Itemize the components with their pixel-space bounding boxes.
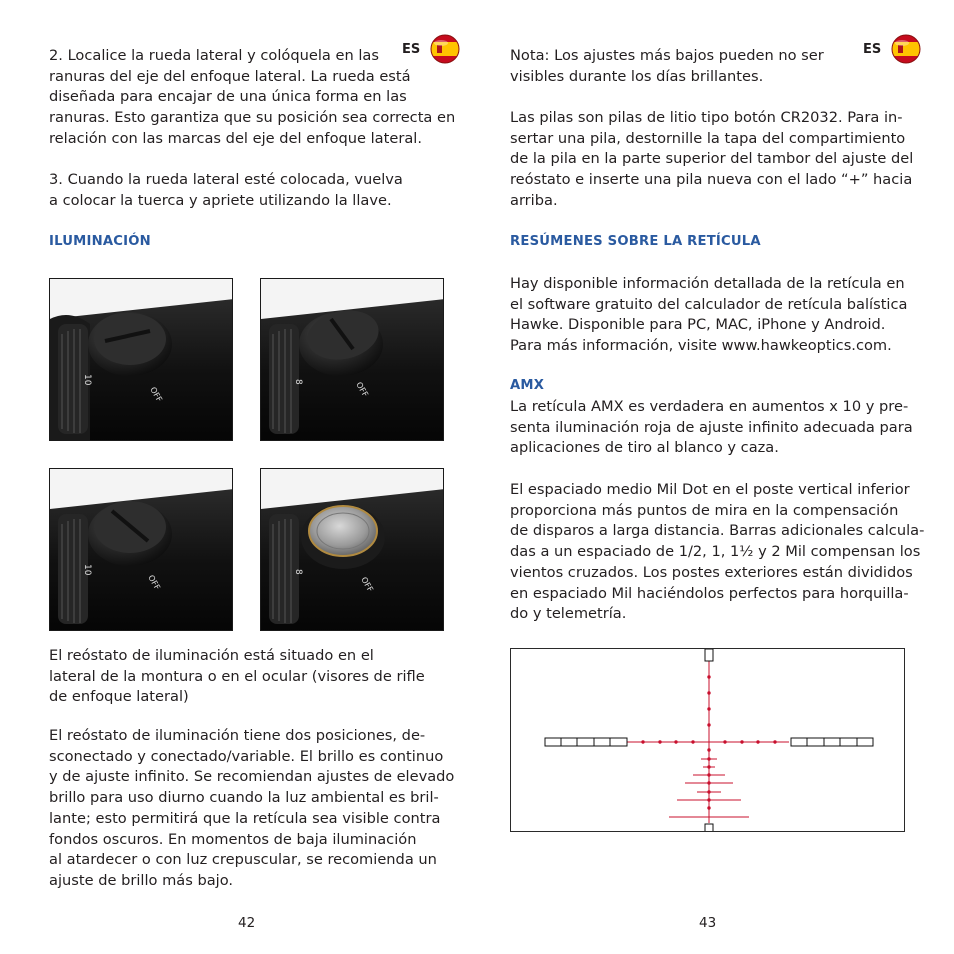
left-paragraph-1: 2. Localice la rueda lateral y colóquela en las ranuras del eje del enfoque lateral. La rueda está diseñada para encajar de una única forma en las ranuras. Esto garantiza que su posición sea correcta en relación con las marcas del eje del enfoque lateral. [49,47,456,147]
left-paragraph-2: 3. Cuando la rueda lateral esté colocada, vuelva a colocar la tuerca y apriete utilizando la llave. [49,171,403,209]
right-paragraph-3: Hay disponible información detallada de la retícula en el software gratuito del calculador de retícula balística Hawke. Disponible para PC, MAC, iPhone y Android. Para más información, visite www.hawkeoptics.com. [510,275,908,355]
svg-text:10: 10 [82,374,92,386]
section-heading-amx: AMX [510,378,545,393]
left-paragraph-4: El reóstato de iluminación tiene dos posiciones, de- sconectado y conectado/variable. El brillo es continuo y de ajuste infinito. Se recomiendan ajustes de elevado brillo para uso diurno cuando la luz ambiental es bril- lante; esto permitirá que la retícula sea visible contra fondos oscuros. En momentos de baja iluminación al atardecer o con luz crepuscular, se recomienda un ajuste de brillo más bajo. [49,727,455,889]
right-paragraph-4: La retícula AMX es verdadera en aumentos x 10 y pre- senta iluminación roja de ajuste infinito adecuada para aplicaciones de tiro al blanco y caza. [510,398,913,457]
right-paragraph-1: Nota: Los ajustes más bajos pueden no ser visibles durante los días brillantes. [510,47,824,85]
page-number-right: 43 [699,915,717,931]
section-heading-illumination: ILUMINACIÓN [49,234,151,249]
svg-text:8: 8 [293,379,303,385]
svg-text:OFF: OFF [359,575,375,594]
amx-reticle-diagram [510,648,905,832]
right-paragraph-2: Las pilas son pilas de litio tipo botón CR2032. Para in- sertar una pila, destornille la tapa del compartimiento de la pila en la parte superior del tambor del ajuste del reóstato e inserte una pila nueva con el lado “+” hacia arriba. [510,109,914,209]
svg-text:8: 8 [293,569,303,575]
spain-flag-icon [430,34,460,64]
rheostat-photo [260,278,444,441]
rheostat-photo [49,278,233,441]
rheostat-photo [260,468,444,631]
rheostat-photo [49,468,233,631]
svg-text:OFF: OFF [148,385,164,404]
page-number-left: 42 [238,915,256,931]
language-label: ES [863,42,882,57]
right-paragraph-5: El espaciado medio Mil Dot en el poste vertical inferior proporciona más puntos de mira en la compensación de disparos a larga distancia. Barras adicionales calcula- das a un espaciado de 1/2, 1, 1½ y 2 Mil compensan los vientos cruzados. Los postes exteriores están divididos en espaciado Mil haciéndolos perfectos para horquilla- do y telemetría. [510,481,925,623]
svg-text:OFF: OFF [354,380,370,399]
left-paragraph-3: El reóstato de iluminación está situado en el lateral de la montura o en el ocular (visores de rifle de enfoque lateral) [49,647,425,706]
spain-flag-icon [891,34,921,64]
section-heading-reticle-summaries: RESÚMENES SOBRE LA RETÍCULA [510,234,761,249]
svg-text:OFF: OFF [146,573,162,592]
language-label: ES [402,42,421,57]
svg-text:10: 10 [82,564,92,576]
